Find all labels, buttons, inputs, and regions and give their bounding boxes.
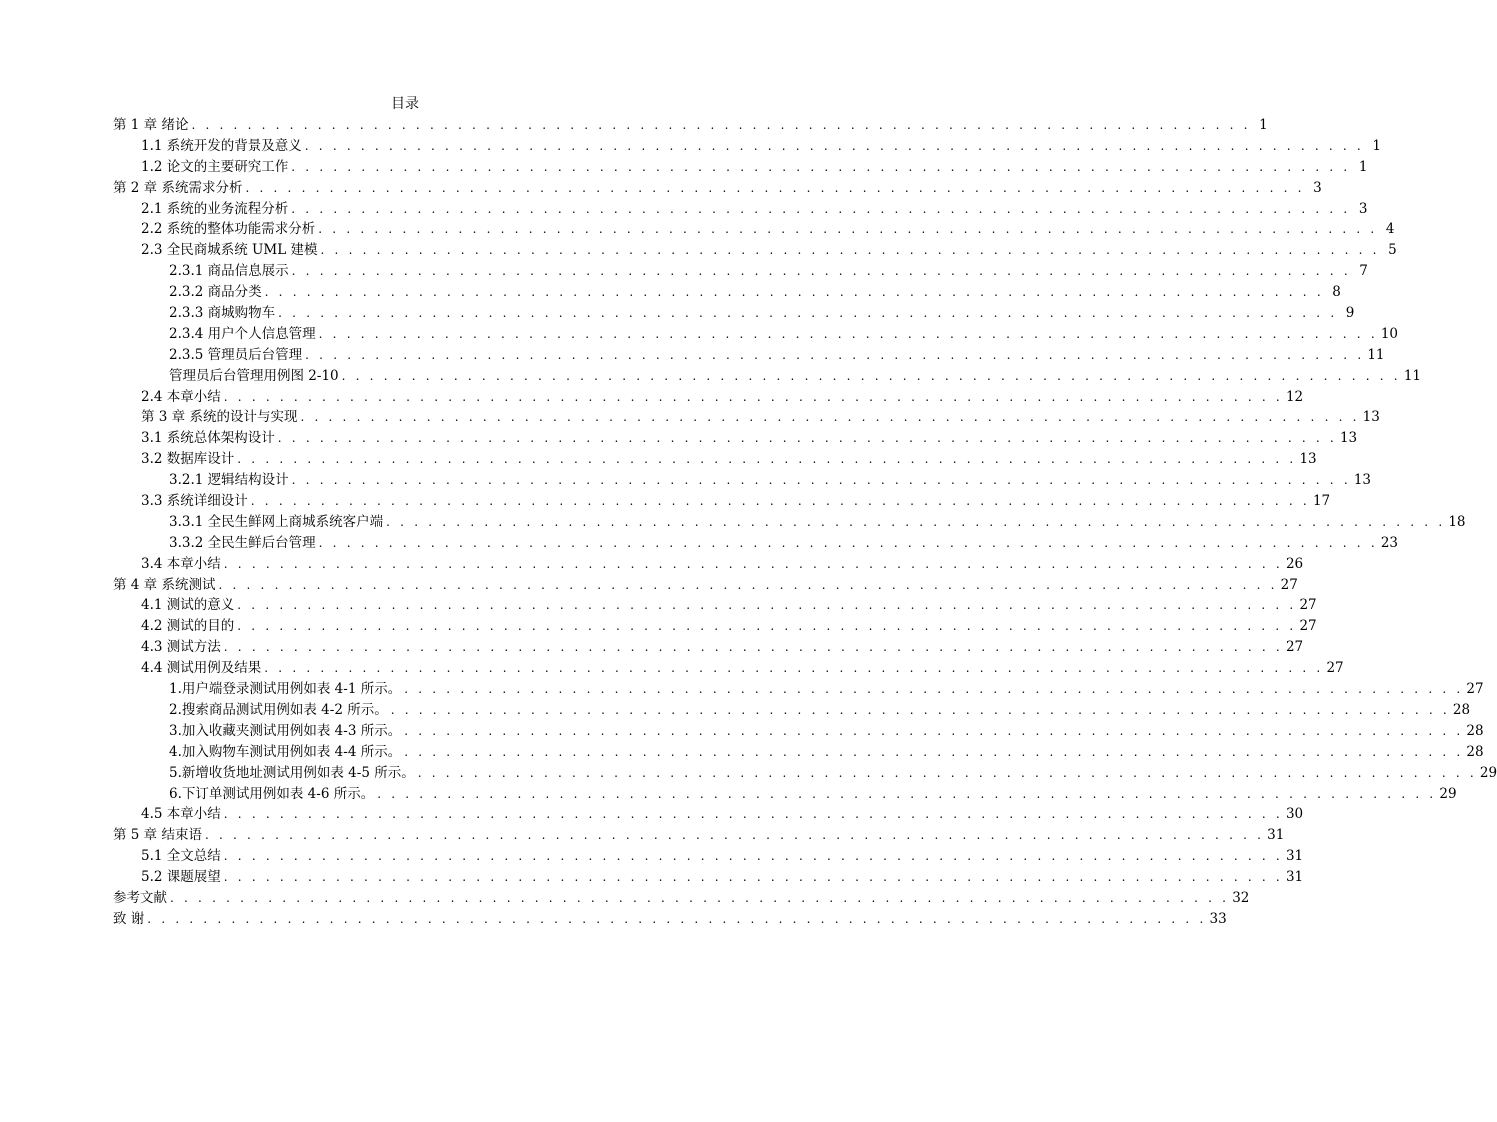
toc-entry-label: 4.4 测试用例及结果 (141, 660, 262, 677)
toc-entry-page-number: 26 (1285, 555, 1304, 572)
toc-entry-page-number: 32 (1232, 889, 1250, 906)
toc-dot-leader: . . . . . . . . . . . . . . . . . . . . . . . . . . . . . . . . . . . . . . . . . . . . . . . . . . . . . . . . . . . . . . . . . . . . . . . . . . . . (318, 326, 1378, 341)
toc-entry[interactable] (113, 428, 1358, 449)
toc-dot-leader: . . . . . . . . . . . . . . . . . . . . . . . . . . . . . . . . . . . . . . . . . . . . . . . . . . . . . . . . . . . . . . . . . . . . . . . . . . . . (404, 723, 1464, 738)
toc-entry-page-number: 27 (1466, 681, 1484, 698)
toc-entry[interactable] (113, 219, 1395, 240)
toc-dot-leader: . . . . . . . . . . . . . . . . . . . . . . . . . . . . . . . . . . . . . . . . . . . . . . . . . . . . . . . . . . . . . . . . . . . . . . . . . . . . (291, 201, 1351, 216)
toc-entry-label: 2.3.2 商品分类 (169, 284, 262, 301)
toc-entry[interactable] (113, 387, 1304, 408)
toc-dot-leader: . . . . . . . . . . . . . . . . . . . . . . . . . . . . . . . . . . . . . . . . . . . . . . . . . . . . . . . . . . . . . . . . . . . . . . . . . . . . (264, 661, 1324, 676)
toc-entry[interactable] (113, 449, 1317, 470)
toc-dot-leader: . . . . . . . . . . . . . . . . . . . . . . . . . . . . . . . . . . . . . . . . . . . . . . . . . . . . . . . . . . . . . . . . . . . . . . . . . . . . (390, 702, 1450, 717)
toc-dot-leader: . . . . . . . . . . . . . . . . . . . . . . . . . . . . . . . . . . . . . . . . . . . . . . . . . . . . . . . . . . . . . . . . . . . . . . . . . . . . (278, 306, 1338, 321)
toc-entry[interactable] (113, 512, 1466, 533)
toc-dot-leader: . . . . . . . . . . . . . . . . . . . . . . . . . . . . . . . . . . . . . . . . . . . . . . . . . . . . . . . . . . . . . . . . . . . . . . . . . . . . (305, 347, 1365, 362)
toc-dot-leader: . . . . . . . . . . . . . . . . . . . . . . . . . . . . . . . . . . . . . . . . . . . . . . . . . . . . . . . . . . . . . . . . . . . . . . . . . . . . (291, 159, 1351, 174)
toc-entry-label: 3.3.1 全民生鲜网上商城系统客户端 (169, 513, 384, 530)
toc-entry-page-number: 28 (1466, 722, 1484, 739)
toc-dot-leader: . . . . . . . . . . . . . . . . . . . . . . . . . . . . . . . . . . . . . . . . . . . . . . . . . . . . . . . . . . . . . . . . . . . . . . . . . . . . (417, 765, 1477, 780)
toc-entry-label: 3.3 系统详细设计 (141, 493, 248, 510)
toc-entry-label: 3.4 本章小结 (141, 555, 221, 572)
toc-dot-leader: . . . . . . . . . . . . . . . . . . . . . . . . . . . . . . . . . . . . . . . . . . . . . . . . . . . . . . . . . . . . . . . . . . . . . . . . . . . . (250, 494, 1310, 509)
toc-entry-page-number: 29 (1479, 764, 1497, 781)
toc-entry[interactable] (113, 115, 1268, 136)
toc-entry-label: 第 3 章 系统的设计与实现 (141, 409, 298, 426)
toc-entry-page-number: 1 (1372, 137, 1381, 154)
toc-dot-leader: . . . . . . . . . . . . . . . . . . . . . . . . . . . . . . . . . . . . . . . . . . . . . . . . . . . . . . . . . . . . . . . . . . . . . . . . . . . . (170, 890, 1230, 905)
toc-entry[interactable] (113, 867, 1304, 888)
toc-entry[interactable] (113, 742, 1484, 763)
toc-entry[interactable] (113, 595, 1317, 616)
toc-entry-page-number: 5 (1388, 242, 1397, 259)
toc-entry[interactable] (113, 178, 1322, 199)
table-of-contents (113, 115, 1497, 930)
toc-entry[interactable] (113, 575, 1298, 596)
toc-entry[interactable] (113, 136, 1381, 157)
toc-entry-label: 1.用户端登录测试用例如表 4-1 所示。 (169, 681, 402, 698)
toc-entry-page-number: 31 (1267, 827, 1285, 844)
toc-entry-label: 2.搜索商品测试用例如表 4-2 所示。 (169, 701, 388, 718)
toc-entry-page-number: 31 (1285, 848, 1304, 865)
toc-entry-page-number: 18 (1448, 513, 1466, 530)
toc-entry-label: 3.2.1 逻辑结构设计 (169, 472, 289, 489)
toc-entry-label: 3.2 数据库设计 (141, 451, 235, 468)
toc-entry-page-number: 10 (1380, 325, 1399, 342)
toc-entry[interactable] (113, 261, 1368, 282)
toc-entry-page-number: 13 (1362, 409, 1380, 426)
toc-entry[interactable] (113, 721, 1484, 742)
toc-entry-label: 参考文献 (113, 889, 167, 906)
toc-entry-page-number: 11 (1403, 367, 1421, 384)
toc-entry-label: 第 5 章 结束语 (113, 827, 202, 844)
toc-entry[interactable] (113, 825, 1285, 846)
toc-dot-leader: . . . . . . . . . . . . . . . . . . . . . . . . . . . . . . . . . . . . . . . . . . . . . . . . . . . . . . . . . . . . . . . . . . . . . . . . . . . . (147, 911, 1207, 926)
toc-entry-label: 管理员后台管理用例图 2-10 (169, 367, 339, 384)
toc-entry[interactable] (113, 763, 1497, 784)
toc-entry[interactable] (113, 888, 1250, 909)
toc-entry[interactable] (113, 324, 1399, 345)
toc-entry-label: 3.1 系统总体架构设计 (141, 430, 275, 447)
toc-entry-label: 第 1 章 绪论 (113, 117, 189, 133)
toc-dot-leader: . . . . . . . . . . . . . . . . . . . . . . . . . . . . . . . . . . . . . . . . . . . . . . . . . . . . . . . . . . . . . . . . . . . . . . . . . . . . (304, 138, 1364, 153)
toc-dot-leader: . . . . . . . . . . . . . . . . . . . . . . . . . . . . . . . . . . . . . . . . . . . . . . . . . . . . . . . . . . . . . . . . . . . . . . . . . . . . (318, 535, 1378, 550)
toc-dot-leader: . . . . . . . . . . . . . . . . . . . . . . . . . . . . . . . . . . . . . . . . . . . . . . . . . . . . . . . . . . . . . . . . . . . . . . . . . . . . (377, 786, 1437, 801)
toc-dot-leader: . . . . . . . . . . . . . . . . . . . . . . . . . . . . . . . . . . . . . . . . . . . . . . . . . . . . . . . . . . . . . . . . . . . . . . . . . . . . (223, 389, 1283, 404)
toc-entry[interactable] (113, 470, 1372, 491)
toc-dot-leader: . . . . . . . . . . . . . . . . . . . . . . . . . . . . . . . . . . . . . . . . . . . . . . . . . . . . . . . . . . . . . . . . . . . . . . . . . . . . (218, 577, 1278, 592)
toc-dot-leader: . . . . . . . . . . . . . . . . . . . . . . . . . . . . . . . . . . . . . . . . . . . . . . . . . . . . . . . . . . . . . . . . . . . . . . . . . . . . (223, 807, 1283, 822)
toc-entry-label: 4.5 本章小结 (141, 806, 221, 823)
toc-dot-leader: . . . . . . . . . . . . . . . . . . . . . . . . . . . . . . . . . . . . . . . . . . . . . . . . . . . . . . . . . . . . . . . . . . . . . . . . . . . . (341, 368, 1401, 383)
toc-dot-leader: . . . . . . . . . . . . . . . . . . . . . . . . . . . . . . . . . . . . . . . . . . . . . . . . . . . . . . . . . . . . . . . . . . . . . . . . . . . . (223, 640, 1283, 655)
toc-entry-page-number: 4 (1385, 221, 1395, 238)
toc-entry-page-number: 9 (1345, 305, 1355, 322)
toc-entry[interactable] (113, 658, 1344, 679)
toc-dot-leader: . . . . . . . . . . . . . . . . . . . . . . . . . . . . . . . . . . . . . . . . . . . . . . . . . . . . . . . . . . . . . . . . . . . . . . . . . . . . (291, 473, 1351, 488)
toc-entry-page-number: 13 (1339, 430, 1358, 447)
toc-entry-page-number: 3 (1313, 179, 1322, 196)
toc-dot-leader: . . . . . . . . . . . . . . . . . . . . . . . . . . . . . . . . . . . . . . . . . . . . . . . . . . . . . . . . . . . . . . . . . . . . . . . . . . . . (320, 243, 1380, 258)
toc-entry-label: 4.1 测试的意义 (141, 597, 235, 614)
toc-entry-label: 1.2 论文的主要研究工作 (141, 158, 289, 175)
toc-entry-label: 2.3 全民商城系统 UML 建模 (141, 242, 318, 259)
toc-entry-page-number: 28 (1452, 701, 1471, 718)
toc-entry-page-number: 3 (1358, 200, 1368, 217)
toc-entry[interactable] (113, 909, 1227, 930)
toc-entry-label: 3.3.2 全民生鲜后台管理 (169, 534, 316, 551)
toc-entry-label: 第 4 章 系统测试 (113, 576, 216, 593)
toc-entry[interactable] (113, 700, 1471, 721)
toc-entry-label: 5.2 课题展望 (141, 869, 221, 886)
toc-entry-label: 2.3.3 商城购物车 (169, 305, 276, 322)
toc-entry-label: 1.1 系统开发的背景及意义 (141, 137, 302, 154)
toc-dot-leader: . . . . . . . . . . . . . . . . . . . . . . . . . . . . . . . . . . . . . . . . . . . . . . . . . . . . . . . . . . . . . . . . . . . . . . . . . . . . (318, 222, 1378, 237)
toc-entry-page-number: 31 (1285, 869, 1304, 886)
toc-entry-page-number: 30 (1285, 806, 1304, 823)
toc-entry-label: 4.加入购物车测试用例如表 4-4 所示。 (169, 743, 402, 760)
toc-dot-leader: . . . . . . . . . . . . . . . . . . . . . . . . . . . . . . . . . . . . . . . . . . . . . . . . . . . . . . . . . . . . . . . . . . . . . . . . . . . . (237, 452, 1297, 467)
toc-entry-page-number: 27 (1299, 597, 1317, 614)
toc-dot-leader: . . . . . . . . . . . . . . . . . . . . . . . . . . . . . . . . . . . . . . . . . . . . . . . . . . . . . . . . . . . . . . . . . . . . . . . . . . . . (237, 598, 1297, 613)
toc-entry-label: 5.1 全文总结 (141, 848, 221, 865)
toc-entry-page-number: 7 (1359, 263, 1368, 280)
toc-entry[interactable] (113, 554, 1304, 575)
toc-dot-leader: . . . . . . . . . . . . . . . . . . . . . . . . . . . . . . . . . . . . . . . . . . . . . . . . . . . . . . . . . . . . . . . . . . . . . . . . . . . . (386, 514, 1446, 529)
toc-entry-label: 第 2 章 系统需求分析 (113, 179, 243, 196)
toc-entry-page-number: 8 (1332, 284, 1341, 301)
toc-entry-page-number: 27 (1280, 576, 1298, 593)
toc-entry[interactable] (113, 407, 1380, 428)
toc-dot-leader: . . . . . . . . . . . . . . . . . . . . . . . . . . . . . . . . . . . . . . . . . . . . . . . . . . . . . . . . . . . . . . . . . . . . . . . . . . . . (277, 431, 1337, 446)
toc-entry-page-number: 13 (1353, 472, 1372, 489)
toc-dot-leader: . . . . . . . . . . . . . . . . . . . . . . . . . . . . . . . . . . . . . . . . . . . . . . . . . . . . . . . . . . . . . . . . . . . . . . . . . . . . (223, 849, 1283, 864)
toc-entry[interactable] (113, 679, 1484, 700)
toc-entry-label: 2.2 系统的整体功能需求分析 (141, 221, 316, 238)
toc-entry[interactable] (113, 157, 1368, 178)
toc-dot-leader: . . . . . . . . . . . . . . . . . . . . . . . . . . . . . . . . . . . . . . . . . . . . . . . . . . . . . . . . . . . . . . . . . . . . . . . . . . . . (404, 744, 1464, 759)
toc-entry[interactable] (113, 804, 1304, 825)
toc-entry-label: 4.2 测试的目的 (141, 618, 235, 635)
toc-dot-leader: . . . . . . . . . . . . . . . . . . . . . . . . . . . . . . . . . . . . . . . . . . . . . . . . . . . . . . . . . . . . . . . . . . . . . . . . . . . . (223, 870, 1283, 885)
toc-entry-page-number: 27 (1299, 618, 1317, 635)
toc-entry-label: 2.3.5 管理员后台管理 (169, 346, 303, 363)
toc-entry-label: 2.4 本章小结 (141, 388, 221, 405)
toc-dot-leader: . . . . . . . . . . . . . . . . . . . . . . . . . . . . . . . . . . . . . . . . . . . . . . . . . . . . . . . . . . . . . . . . . . . . . . . . . . . . (291, 264, 1351, 279)
toc-entry-page-number: 27 (1285, 639, 1304, 656)
toc-entry[interactable] (113, 199, 1368, 220)
toc-entry-page-number: 29 (1439, 785, 1457, 802)
toc-entry-page-number: 27 (1326, 660, 1344, 677)
toc-entry[interactable] (113, 345, 1385, 366)
toc-entry-label: 致 谢 (113, 910, 145, 927)
toc-dot-leader: . . . . . . . . . . . . . . . . . . . . . . . . . . . . . . . . . . . . . . . . . . . . . . . . . . . . . . . . . . . . . . . . . . . . . . . . . . . . (191, 118, 1251, 132)
toc-dot-leader: . . . . . . . . . . . . . . . . . . . . . . . . . . . . . . . . . . . . . . . . . . . . . . . . . . . . . . . . . . . . . . . . . . . . . . . . . . . . (223, 556, 1283, 571)
toc-entry-page-number: 11 (1367, 346, 1385, 363)
toc-entry[interactable] (113, 303, 1355, 324)
toc-entry-label: 2.3.1 商品信息展示 (169, 263, 289, 280)
toc-entry-label: 2.3.4 用户个人信息管理 (169, 325, 316, 342)
toc-entry-page-number: 13 (1299, 451, 1317, 468)
toc-dot-leader: . . . . . . . . . . . . . . . . . . . . . . . . . . . . . . . . . . . . . . . . . . . . . . . . . . . . . . . . . . . . . . . . . . . . . . . . . . . . (264, 285, 1324, 300)
toc-entry-page-number: 1 (1259, 117, 1268, 133)
toc-entry-page-number: 12 (1285, 388, 1304, 405)
toc-dot-leader: . . . . . . . . . . . . . . . . . . . . . . . . . . . . . . . . . . . . . . . . . . . . . . . . . . . . . . . . . . . . . . . . . . . . . . . . . . . . (204, 828, 1265, 843)
toc-entry[interactable] (113, 784, 1457, 805)
toc-entry[interactable] (113, 491, 1331, 512)
toc-entry-page-number: 17 (1312, 493, 1331, 510)
toc-title: 目录 (391, 96, 419, 112)
toc-entry-label: 2.1 系统的业务流程分析 (141, 200, 289, 217)
toc-entry-page-number: 1 (1358, 158, 1368, 175)
toc-entry[interactable] (113, 366, 1421, 387)
toc-entry-page-number: 28 (1466, 743, 1484, 760)
toc-entry[interactable] (113, 533, 1399, 554)
toc-entry[interactable] (113, 637, 1304, 658)
toc-entry-label: 5.新增收货地址测试用例如表 4-5 所示。 (169, 764, 415, 781)
toc-entry-page-number: 23 (1380, 534, 1399, 551)
toc-dot-leader: . . . . . . . . . . . . . . . . . . . . . . . . . . . . . . . . . . . . . . . . . . . . . . . . . . . . . . . . . . . . . . . . . . . . . . . . . . . . (237, 619, 1297, 634)
toc-entry-label: 4.3 测试方法 (141, 639, 221, 656)
toc-dot-leader: . . . . . . . . . . . . . . . . . . . . . . . . . . . . . . . . . . . . . . . . . . . . . . . . . . . . . . . . . . . . . . . . . . . . . . . . . . . . (300, 410, 1360, 425)
toc-entry[interactable] (113, 240, 1397, 261)
toc-entry-label: 3.加入收藏夹测试用例如表 4-3 所示。 (169, 722, 402, 739)
toc-entry-label: 6.下订单测试用例如表 4-6 所示。 (169, 785, 375, 802)
toc-entry[interactable] (113, 282, 1341, 303)
toc-entry[interactable] (113, 616, 1317, 637)
toc-entry[interactable] (113, 846, 1304, 867)
toc-entry-page-number: 33 (1209, 910, 1227, 927)
toc-dot-leader: . . . . . . . . . . . . . . . . . . . . . . . . . . . . . . . . . . . . . . . . . . . . . . . . . . . . . . . . . . . . . . . . . . . . . . . . . . . . (404, 682, 1464, 697)
toc-dot-leader: . . . . . . . . . . . . . . . . . . . . . . . . . . . . . . . . . . . . . . . . . . . . . . . . . . . . . . . . . . . . . . . . . . . . . . . . . . . . (245, 180, 1305, 195)
